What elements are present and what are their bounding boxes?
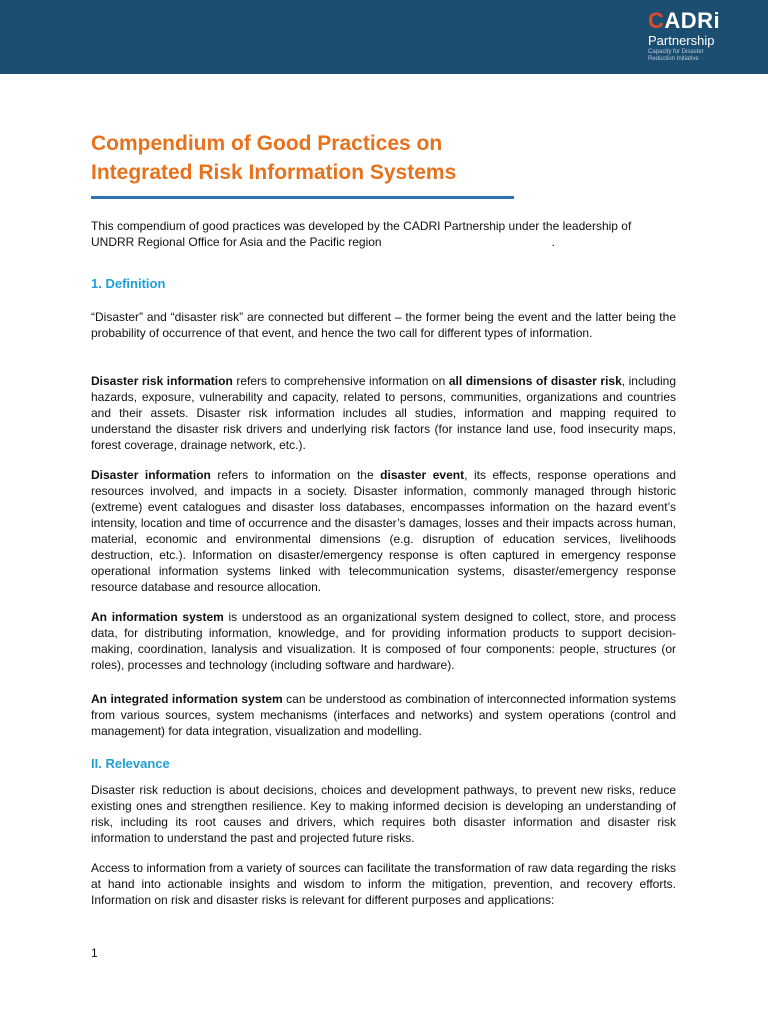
definition-paragraph-5: An integrated information system can be understood as combination of interconnected information systems from various sources, system mechanisms (interfaces and networks) and system operations (control and management) for data integration, visualization and modelling. [91, 692, 676, 738]
cadri-logo[interactable] [648, 10, 748, 63]
logo-tagline-1: Capacity for Disaster [648, 49, 704, 55]
term-integrated-information-system: An integrated information system [91, 692, 283, 706]
section-heading-definition: 1. Definition [91, 276, 166, 291]
section-heading-relevance: II. Relevance [91, 756, 170, 771]
definition-paragraph-4: An information system is understood as an organizational system designed to collect, store, and process data, for distributing information, knowledge, and for providing information products to support decision-making, coordination, lanalysis and visualization. It is composed of four components: people, structures (or roles), processes and technology (including software and hardware). [91, 610, 676, 672]
title-line-2: Integrated Risk Information Systems [91, 161, 457, 184]
header-band [0, 0, 768, 74]
term-disaster-risk-information: Disaster risk information [91, 374, 233, 388]
term-information-system: An information system [91, 610, 224, 624]
logo-tagline-2: Reduction Initiative [648, 56, 699, 62]
title-line-1: Compendium of Good Practices on [91, 132, 443, 155]
page-number: 1 [91, 946, 98, 960]
logo-subtitle: Partnership [648, 33, 715, 48]
definition-paragraph-1: “Disaster” and “disaster risk” are connected but different – the former being the event and the latter being the probability of occurrence of that event, and hence the two call for different types of information. [91, 310, 676, 340]
relevance-paragraph-2: Access to information from a variety of sources can facilitate the transformation of raw data regarding the risks at hand into actionable insights and wisdom to inform the mitigation, prevention, and recovery efforts. Information on risk and disaster risks is relevant for different purposes and applications: [91, 861, 676, 907]
logo-wordmark: CADRi [648, 8, 721, 33]
intro-paragraph: This compendium of good practices was developed by the CADRI Partnership under the leadership of UNDRR Regional Office for Asia and the Pacific region . [91, 219, 632, 249]
document-title [91, 129, 691, 187]
relevance-paragraph-1: Disaster risk reduction is about decisions, choices and development pathways, to prevent new risks, reduce existing ones and strengthen resilience. Key to making informed decision is developing an understanding of risk, including its root causes and drivers, which requires both disaster information and disaster risk information to understand the past and projected future risks. [91, 783, 676, 845]
term-disaster-information: Disaster information [91, 468, 211, 482]
definition-paragraph-3: Disaster information refers to information on the disaster event, its effects, response operations and resources involved, and impacts in a society. Disaster information, commonly managed through historic (extreme) event catalogues and disaster loss databases, encompasses information on the hazard event’s intensity, location and time of occurrence and the disaster’s damages, losses and their impacts across human, material, economic and environmental dimensions (e.g. disruption of education services, livelihoods destruction, etc.). Information on disaster/emergency response is often captured in emergency response operational information systems linked with telecommunication systems, disaster/emergency response resource database and resource allocation. [91, 468, 676, 594]
title-underline [91, 196, 514, 199]
definition-paragraph-2: Disaster risk information refers to comprehensive information on all dimensions of disaster risk, including hazards, exposure, vulnerability and capacity, related to persons, communities, organizations and countries and their assets. Disaster risk information includes all studies, information and mapping required to understand the disaster risk drivers and underlying risk factors (for instance land use, food insecurity maps, forest coverage, drainage network, etc.). [91, 374, 676, 452]
